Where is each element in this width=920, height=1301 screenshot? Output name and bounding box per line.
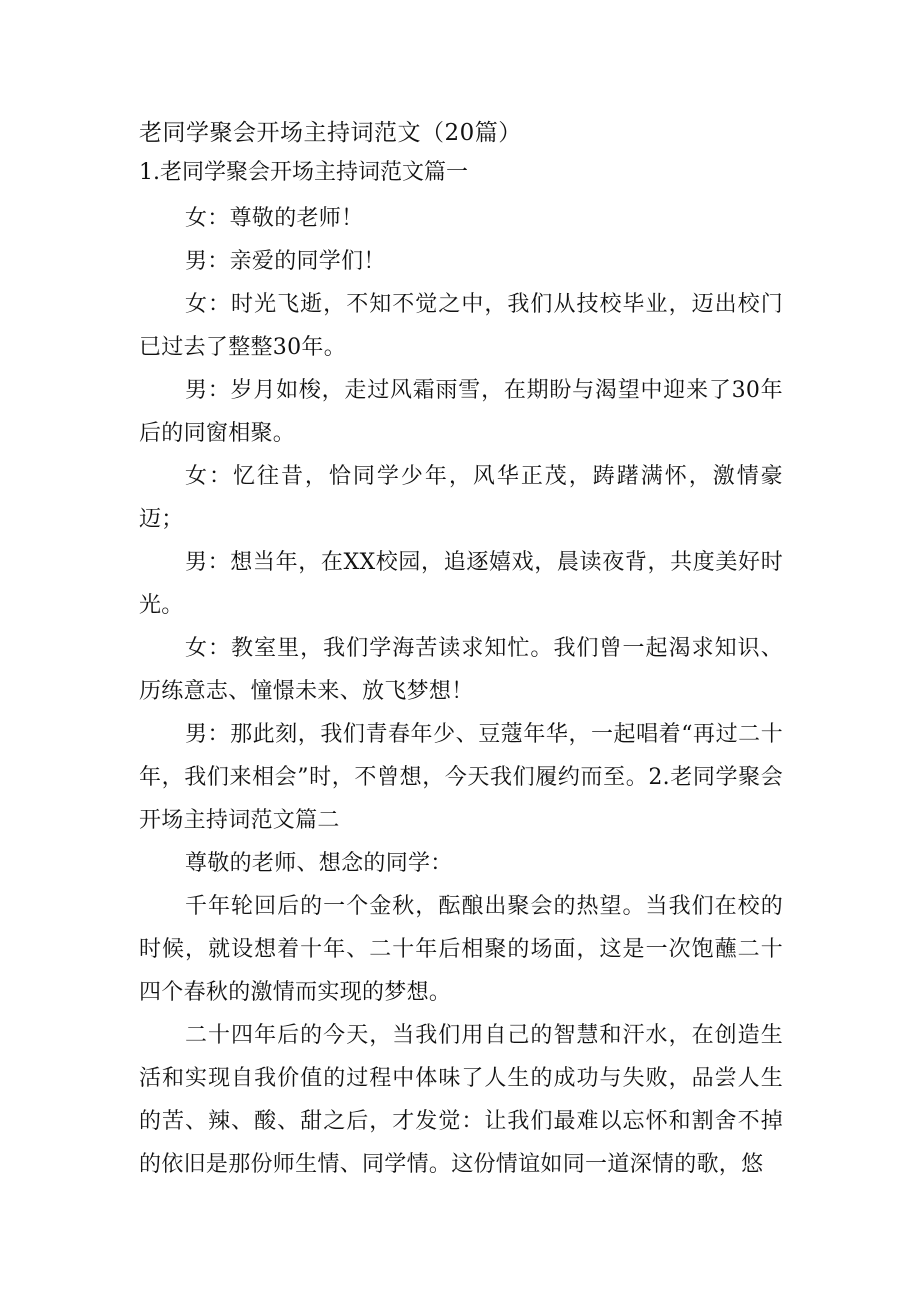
paragraph: 女：尊敬的老师！ [185, 206, 364, 231]
paragraph: 男：岁月如梭，走过风霜雨雪，在期盼与渴望中迎来了30年后的同窗相聚。 [139, 378, 783, 446]
section-heading: 1.老同学聚会开场主持词范文篇一 [139, 160, 468, 185]
paragraph: 男：想当年，在XX校园，追逐嬉戏，晨读夜背，共度美好时光。 [139, 550, 783, 618]
paragraph: 尊敬的老师、想念的同学： [185, 851, 453, 876]
paragraph: 男：那此刻，我们青春年少、豆蔻年华，一起唱着“再过二十年，我们来相会”时，不曾想，今天我们履约而至。2.老同学聚会开场主持词范文篇二 [139, 722, 783, 833]
document-body [139, 113, 783, 1186]
document-title: 老同学聚会开场主持词范文（20篇） [139, 120, 522, 146]
paragraph: 二十四年后的今天，当我们用自己的智慧和汗水，在创造生活和实现自我价值的过程中体味了人生的成功与失败，品尝人生的苦、辣、酸、甜之后，才发觉：让我们最难以忘怀和割舍不掉的依旧是那份师生情、同学情。这份情谊如同一道深情的歌，悠 [139, 1023, 783, 1177]
paragraph: 千年轮回后的一个金秋，酝酿出聚会的热望。当我们在校的时候，就设想着十年、二十年后相聚的场面，这是一次饱蘸二十四个春秋的激情而实现的梦想。 [139, 894, 783, 1005]
paragraph: 男：亲爱的同学们！ [185, 249, 386, 274]
paragraph: 女：时光飞逝，不知不觉之中，我们从技校毕业，迈出校门已过去了整整30年。 [139, 292, 783, 360]
paragraph: 女：教室里，我们学海苦读求知忙。我们曾一起渴求知识、历练意志、憧憬未来、放飞梦想！ [139, 636, 783, 704]
paragraph: 女：忆往昔，恰同学少年，风华正茂，踌躇满怀，激情豪迈； [139, 464, 783, 532]
